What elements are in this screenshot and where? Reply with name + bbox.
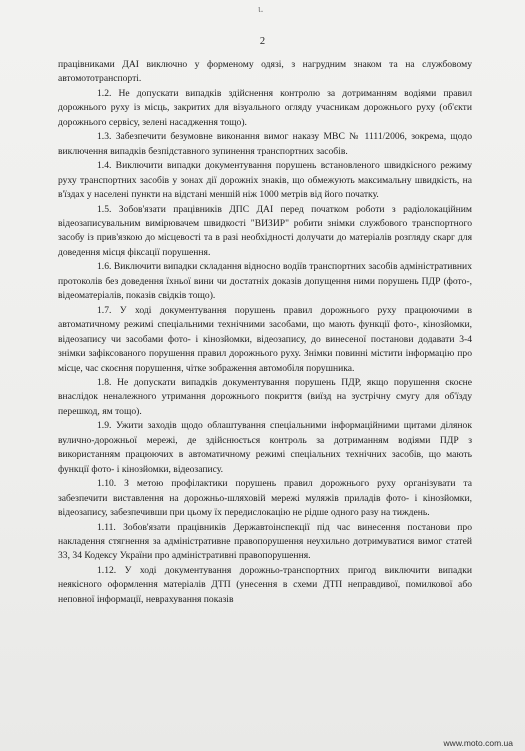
paragraph-1-6: 1.6. Виключити випадки складання відносно водіїв транспортних засобів адміністративних протоколів без доведення їхньої вини чи достатніх доказів допущення ними порушень ПДР (фото-, відеоматеріалів, показів свідків тощо). (58, 261, 472, 302)
scan-mark: ι. (258, 4, 264, 15)
paragraph-1-3: 1.3. Забезпечити безумовне виконання вимог наказу МВС № 1111/2006, зокрема, щодо виключення випадків безпідставного зупинення транспортних засобів. (58, 131, 472, 157)
paragraph-1-9: 1.9. Ужити заходів щодо облаштування спеціальними інформаційними щитами ділянок вулично-дорожньої мережі, де здійснюється контроль за дотриманням водіями ПДР з використанням працюючих в автоматичному режимі спеціальних технічних засобів, що мають функції фото- і кінозйомки, відеозапису. (58, 420, 472, 475)
paragraph-1-11: 1.11. Зобов'язати працівників Державтоінспекції під час винесення постанови про накладення стягнення за адміністративне правопорушення неухильно дотримуватися вимог статей 33, 34 Кодексу України про адміністративні правопорушення. (58, 521, 472, 562)
page-number: 2 (259, 36, 266, 47)
paragraph-1-5: 1.5. Зобов'язати працівників ДПС ДАІ перед початком роботи з радіолокаційним відеозаписувальним вимірювачем швидкості "ВИЗИР" робити знімки службового транспортного засобу із прив'язкою до місцевості та в разі необхідності долучати до матеріалів розгляду скарг для доведення місця фіксації порушення. (58, 203, 472, 258)
paragraph-1-7: 1.7. У ході документування порушень правил дорожнього руху працюючими в автоматичному режимі спеціальними технічними засобами, що мають функції фото-, кінозйомки, відеозапису чи засобами фото- і кінозйомки, відеозапису, до винесеної постанови додавати 3-4 знімки зафіксованого порушення правил дорожнього руху. Знімки повинні містити інформацію про місце, час скоєння порушення, чітке зображення автомобіля порушника. (58, 304, 472, 374)
paragraph-1-10: 1.10. З метою профілактики порушень правил дорожнього руху організувати та забезпечити виставлення на дорожньо-шляховій мережі муляжів приладів фото- і кінозйомки, відеозапису, забезпечивши при цьому їх передислокацію не рідше одного разу на тиждень. (58, 478, 472, 519)
paragraph-1-4: 1.4. Виключити випадки документування порушень встановленого швидкісного режиму руху транспортних засобів у зонах дії дорожніх знаків, що обмежують максимальну швидкість, на в'їздах у населені пункти на відстані меншій ніж 1000 метрів від його початку. (58, 160, 472, 201)
paragraph-1-2: 1.2. Не допускати випадків здійснення контролю за дотриманням водіями правил дорожнього руху із місць, закритих для візуального огляду учасникам дорожнього руху (об'єкти дорожнього сервісу, зелені насадження тощо). (58, 87, 472, 128)
document-body (58, 58, 472, 607)
paragraph-1-12: 1.12. У ході документування дорожньо-транспортних пригод виключити випадки неякісного оформлення матеріалів ДТП (унесення в схеми ДТП неправдивої, помилкової або неповної інформації, неврахування показів (58, 564, 472, 605)
paragraph-continued: працівниками ДАІ виключно у форменому одязі, з нагрудним знаком та на службовому автомототранспорті. (58, 59, 472, 85)
site-watermark: www.moto.com.ua (443, 738, 513, 748)
paragraph-1-8: 1.8. Не допускати випадків документування порушень ПДР, якщо порушення скоєне внаслідок неналежного утримання дорожнього покриття (виїзд на зустрічну смугу для об'їзду перешкод, ям тощо). (58, 376, 472, 417)
